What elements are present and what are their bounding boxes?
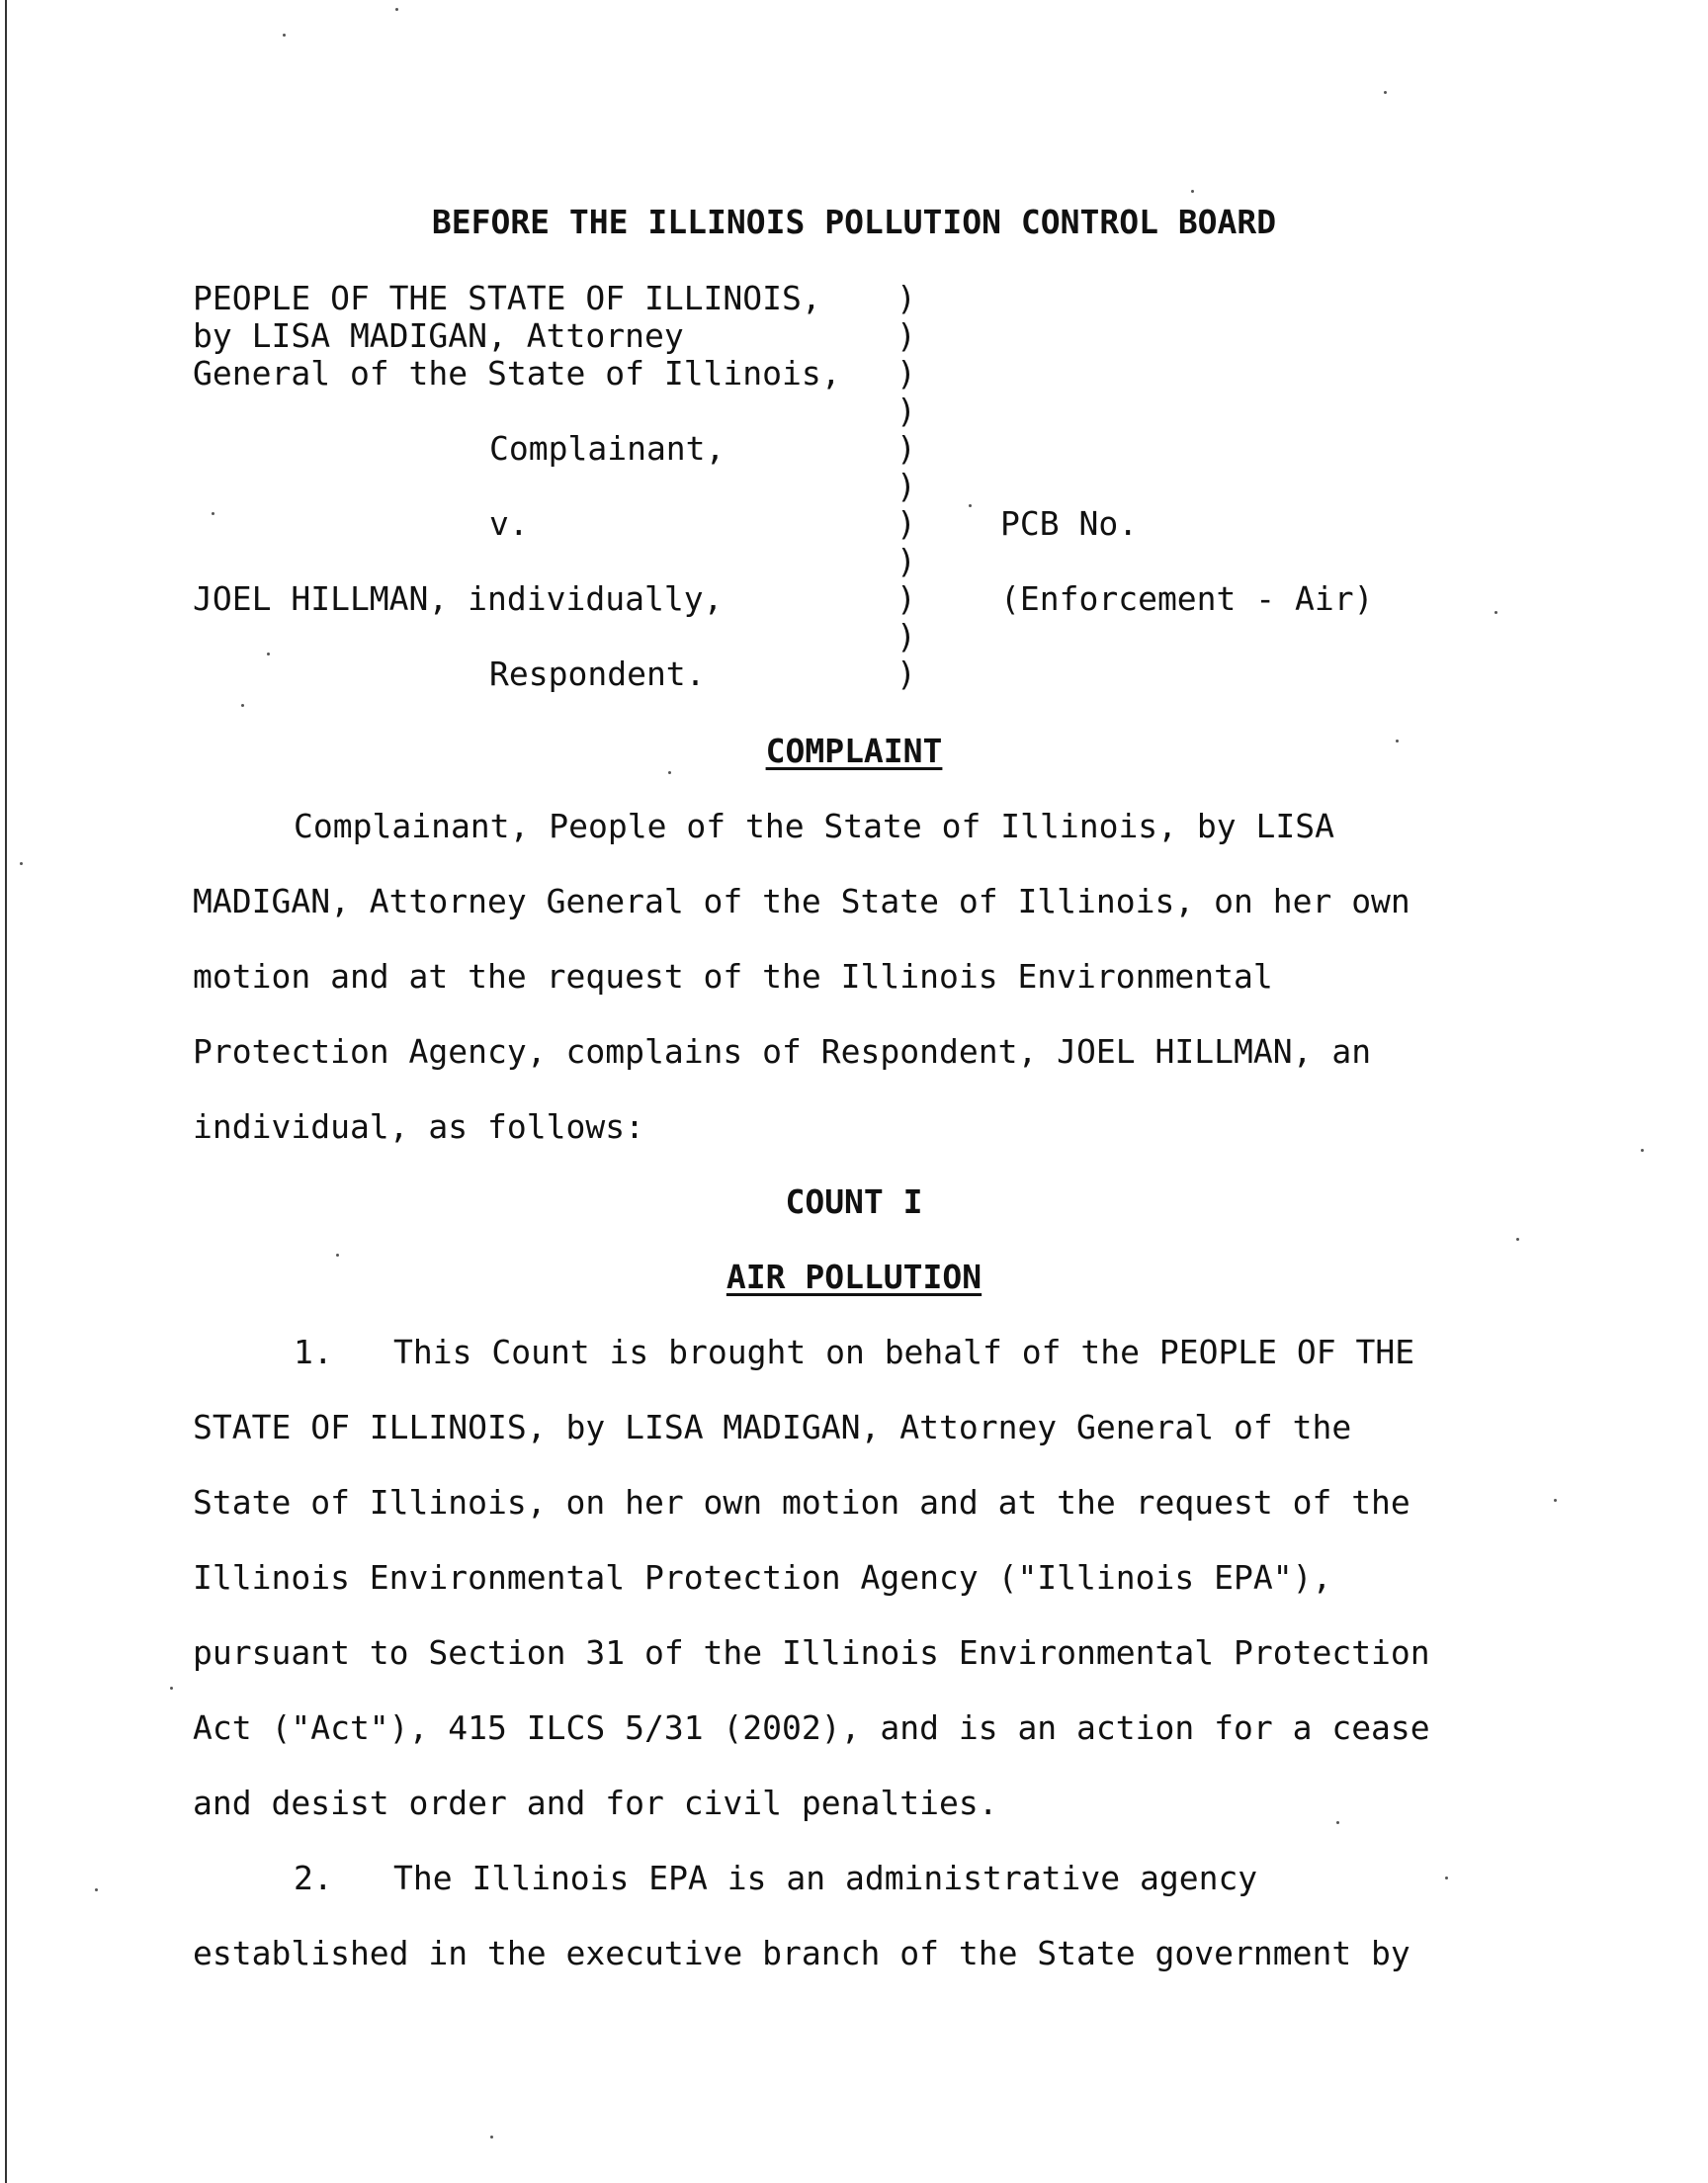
scan-speck: [212, 512, 214, 515]
intro-line: Complainant, People of the State of Illinois, by LISA: [294, 807, 1334, 845]
paragraph-line: Illinois Environmental Protection Agency ("Illinois EPA"),: [193, 1558, 1332, 1597]
case-number-label: PCB No.: [1000, 504, 1139, 543]
paragraph-line: and desist order and for civil penalties.: [193, 1784, 998, 1822]
scan-speck: [20, 862, 23, 865]
caption-paren: ): [897, 655, 916, 693]
complaint-title-text: COMPLAINT: [765, 732, 943, 770]
count-title: COUNT I: [785, 1182, 923, 1221]
intro-line: motion and at the request of the Illinois Environmental: [193, 957, 1273, 996]
paragraph-line: The Illinois EPA is an administrative agency: [393, 1859, 1258, 1897]
scan-speck: [395, 8, 398, 11]
caption-paren: ): [897, 542, 916, 580]
paragraph-line: Act ("Act"), 415 ILCS 5/31 (2002), and is an action for a cease: [193, 1708, 1430, 1747]
scan-speck: [969, 504, 972, 507]
paragraph-line: pursuant to Section 31 of the Illinois Environmental Protection: [193, 1633, 1430, 1672]
case-caption: [193, 280, 1577, 695]
scan-speck: [1445, 1877, 1448, 1879]
caption-paren: ): [897, 429, 916, 468]
court-header: BEFORE THE ILLINOIS POLLUTION CONTROL BOARD: [431, 203, 1277, 241]
caption-paren: ): [897, 579, 916, 618]
paragraph-line: State of Illinois, on her own motion and at the request of the: [193, 1483, 1410, 1522]
scan-speck: [668, 771, 671, 774]
scan-speck: [1516, 1238, 1519, 1241]
scan-speck: [1336, 1821, 1339, 1824]
scan-speck: [241, 704, 244, 707]
intro-line: individual, as follows:: [193, 1107, 644, 1146]
scan-speck: [1191, 190, 1194, 193]
complainant-label: Complainant,: [489, 429, 726, 468]
scan-speck: [490, 2136, 493, 2139]
paragraph-line: established in the executive branch of the State government by: [193, 1934, 1410, 1972]
paragraph-line: STATE OF ILLINOIS, by LISA MADIGAN, Attorney General of the: [193, 1408, 1352, 1446]
scan-speck: [1554, 1499, 1557, 1502]
plaintiff-line-3: General of the State of Illinois,: [193, 354, 841, 393]
defendant-name: JOEL HILLMAN, individually,: [193, 579, 724, 618]
caption-paren: ): [897, 392, 916, 430]
respondent-label: Respondent.: [489, 655, 706, 693]
caption-paren: ): [897, 354, 916, 393]
scan-speck: [1641, 1149, 1644, 1152]
caption-paren: ): [897, 279, 916, 317]
scan-speck: [267, 653, 270, 655]
paragraph-line: This Count is brought on behalf of the PEOPLE OF THE: [393, 1333, 1415, 1371]
plaintiff-line-2: by LISA MADIGAN, Attorney: [193, 316, 684, 355]
scan-speck: [1396, 740, 1399, 742]
case-type-label: (Enforcement - Air): [1000, 579, 1374, 618]
intro-line: Protection Agency, complains of Respondent, JOEL HILLMAN, an: [193, 1032, 1372, 1071]
versus-label: v.: [489, 504, 529, 543]
count-subtitle: [0, 1259, 1708, 1296]
caption-paren: ): [897, 316, 916, 355]
caption-paren: ): [897, 617, 916, 655]
complaint-title: [0, 733, 1708, 770]
scan-speck: [283, 34, 286, 37]
scan-speck: [1494, 611, 1497, 614]
scan-speck: [336, 1254, 339, 1257]
paragraph-number: 2.: [294, 1859, 333, 1897]
plaintiff-line-1: PEOPLE OF THE STATE OF ILLINOIS,: [193, 279, 821, 317]
caption-paren: ): [897, 504, 916, 543]
scan-edge-line: [5, 0, 7, 2183]
intro-line: MADIGAN, Attorney General of the State of Illinois, on her own: [193, 882, 1410, 920]
count-subtitle-text: AIR POLLUTION: [726, 1258, 982, 1296]
scan-speck: [170, 1687, 173, 1690]
scan-speck: [1384, 91, 1387, 94]
paragraph-number: 1.: [294, 1333, 333, 1371]
scan-speck: [95, 1888, 98, 1891]
caption-paren: ): [897, 467, 916, 505]
